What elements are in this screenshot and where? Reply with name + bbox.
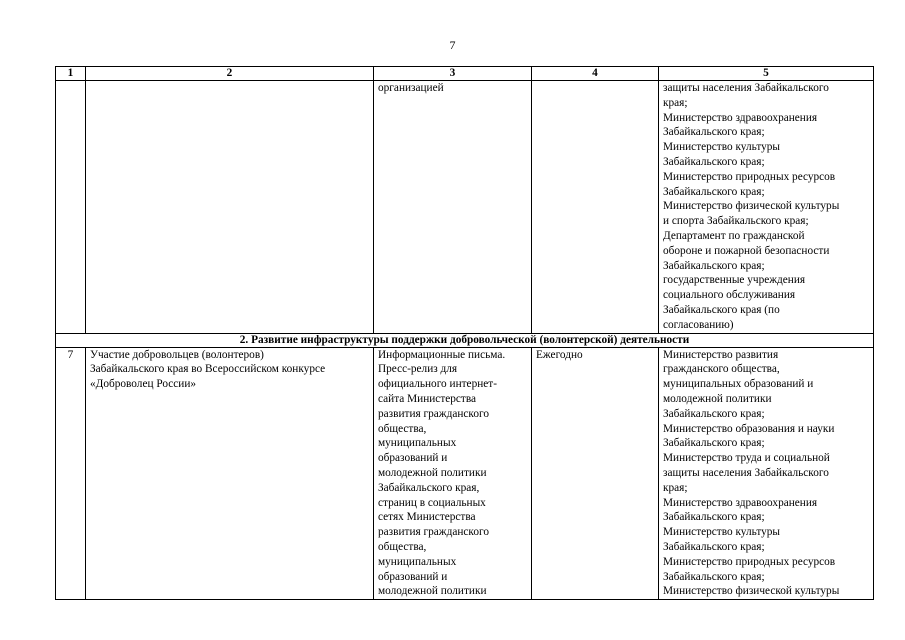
form-line: общества, [378,540,427,553]
header-col-4: 4 [532,67,659,81]
form-line: развития гражданского [378,526,489,539]
form-line: развития гражданского [378,407,489,420]
executor-line: молодежной политики [663,392,772,405]
term-cell [532,81,659,334]
form-line: муниципальных [378,555,457,568]
form-line: официального интернет- [378,378,497,391]
header-col-5: 5 [659,67,874,81]
form-cell [374,81,532,334]
event-line: Забайкальского края во Всероссийском конкурсе [90,363,326,376]
form-line: Пресс-релиз для [378,363,458,376]
form-line: муниципальных [378,437,457,450]
executor-line: защиты населения Забайкальского [663,466,829,479]
executor-line: Забайкальского края; [663,511,765,524]
executor-line: социального обслуживания [663,289,796,302]
event-line: Участие добровольцев (волонтеров) [90,348,264,361]
executor-line: Министерство образования и науки [663,422,835,435]
executor-line: Забайкальского края; [663,155,765,168]
executor-line: муниципальных образований и [663,378,814,391]
form-line: Информационные письма. [378,348,506,361]
form-line: Забайкальского края, [378,481,480,494]
row-number: 7 [56,347,86,600]
executor-line: государственные учреждения [663,274,806,287]
form-line: образований и [378,570,448,583]
section-heading: 2. Развитие инфраструктуры поддержки добровольческой (волонтерской) деятельности [56,333,874,347]
form-line: сайта Министерства [378,392,477,405]
form-line: общества, [378,422,427,435]
event-line: «Доброволец России» [90,378,197,391]
executor-line: Министерство природных ресурсов [663,170,836,183]
executor-line: гражданского общества, [663,363,780,376]
executor-line: Министерство физической культуры [663,200,840,213]
executor-line: Забайкальского края; [663,437,765,450]
executor-line: Забайкальского края; [663,126,765,139]
form-line: молодежной политики [378,585,487,598]
header-col-1: 1 [56,67,86,81]
event-cell [86,81,374,334]
event-cell [86,347,374,600]
form-line: молодежной политики [378,466,487,479]
executor-line: Министерство здравоохранения [663,111,818,124]
executor-line: края; [663,481,688,494]
executor-line: Министерство культуры [663,141,780,154]
executor-line: Забайкальского края; [663,540,765,553]
executor-line: и спорта Забайкальского края; [663,215,809,228]
table-header-row [56,67,874,81]
executors-cell [659,347,874,600]
executor-line: Забайкальского края; [663,570,765,583]
header-col-2: 2 [86,67,374,81]
executor-line: Забайкальского края (по [663,303,780,316]
executor-line: Департамент по гражданской [663,229,805,242]
form-line: сетях Министерства [378,511,476,524]
form-line: организацией [378,82,444,94]
executor-line: Забайкальского края; [663,407,765,420]
term-cell: Ежегодно [532,347,659,600]
executor-line: Министерство культуры [663,526,780,539]
form-line: образований и [378,452,448,465]
executor-line: согласованию) [663,318,734,331]
plan-table [55,66,874,600]
executor-line: защиты населения Забайкальского [663,82,829,94]
form-line: страниц в социальных [378,496,486,509]
executor-line: Министерство здравоохранения [663,496,818,509]
executors-cell [659,81,874,334]
executor-line: обороне и пожарной безопасности [663,244,830,257]
executor-line: Забайкальского края; [663,185,765,198]
executor-line: Министерство развития [663,348,779,361]
executor-line: Министерство труда и социальной [663,452,830,465]
executor-line: Забайкальского края; [663,259,765,272]
executor-line: Министерство физической культуры [663,585,840,598]
executor-line: края; [663,96,688,109]
form-cell [374,347,532,600]
header-col-3: 3 [374,67,532,81]
table-row [56,81,874,334]
executor-line: Министерство природных ресурсов [663,555,836,568]
section-heading-row [56,333,874,347]
page-number: 7 [449,38,456,52]
table-row [56,347,874,600]
row-number [56,81,86,334]
